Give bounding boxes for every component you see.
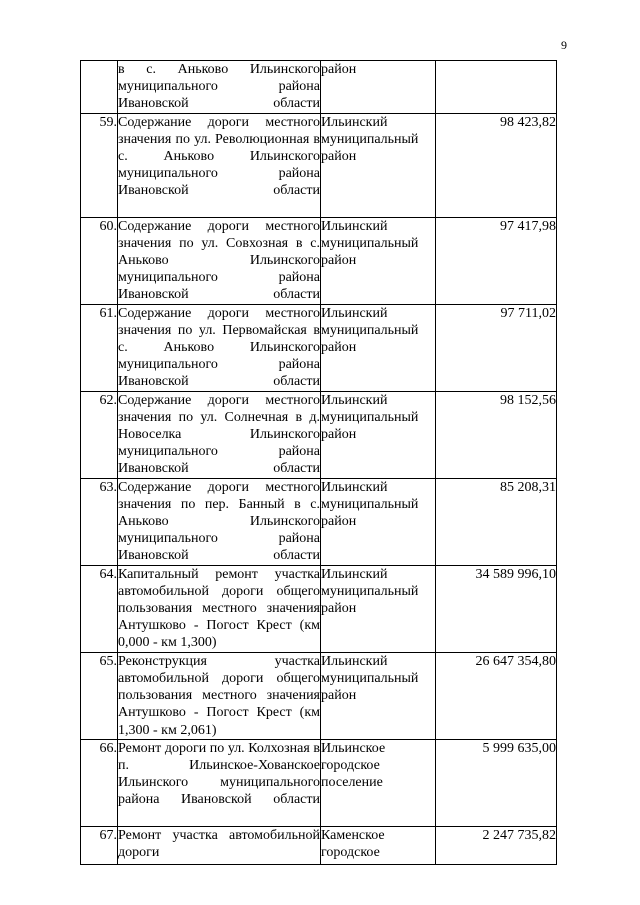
row-amount: 97 711,02 [436,304,557,391]
row-number: 60. [81,217,118,304]
row-description: Содержание дороги местного значения по пер. Банный в с. Аньково Ильинского муниципального района Ивановской области [118,479,320,564]
row-amount: 5 999 635,00 [436,739,557,826]
row-number: 63. [81,478,118,565]
table-row [81,652,557,739]
row-district: район [321,61,436,114]
row-amount: 98 423,82 [436,113,557,217]
row-description: в с. Аньково Ильинского муниципального района Ивановской области [118,62,320,112]
row-district: Ильинский муниципальный район [321,652,436,739]
row-amount: 98 152,56 [436,391,557,478]
row-district: Ильинский муниципальный район [321,565,436,652]
row-number: 65. [81,652,118,739]
row-district: Ильинский муниципальный район [321,304,436,391]
row-district: Ильинский муниципальный район [321,217,436,304]
table-row [81,565,557,652]
row-number [81,61,118,114]
table-row [81,113,557,217]
row-description: Содержание дороги местного значения по ул. Первомайская в с. Аньково Ильинского муниципального района Ивановской области [118,305,320,390]
row-number: 62. [81,391,118,478]
row-description: Содержание дороги местного значения по ул. Совхозная в с. Аньково Ильинского муниципального района Ивановской области [118,218,320,303]
row-description: Ремонт участка автомобильной дороги [118,826,321,864]
row-description: Содержание дороги местного значения по ул. Солнечная в д. Новоселка Ильинского муниципального района Ивановской области [118,392,320,477]
row-description: Содержание дороги местного значения по ул. Революционная в с. Аньково Ильинского муниципального района Ивановской области [118,113,321,217]
row-district: Ильинский муниципальный район [321,391,436,478]
row-description: Ремонт дороги по ул. Колхозная в п. Ильинское-Хованское Ильинского муниципального района Ивановской области [118,739,321,826]
table-row [81,826,557,864]
row-district: Каменское городское [321,826,436,864]
row-amount: 97 417,98 [436,217,557,304]
row-description: Реконструкция участка автомобильной дороги общего пользования местного значения Антушково - Погост Крест (км 1,300 - км 2,061) [118,653,320,738]
row-number: 59. [81,113,118,217]
page-number: 9 [561,38,567,52]
table-row [81,739,557,826]
table-row [81,478,557,565]
row-number: 61. [81,304,118,391]
row-amount [436,61,557,114]
financing-table [80,60,557,865]
row-number: 67. [81,826,118,864]
row-amount: 2 247 735,82 [436,826,557,864]
row-amount: 85 208,31 [436,478,557,565]
row-number: 64. [81,565,118,652]
table-row [81,61,557,114]
row-number: 66. [81,739,118,826]
row-amount: 34 589 996,10 [436,565,557,652]
table-row [81,391,557,478]
table-row [81,304,557,391]
row-district: Ильинский муниципальный район [321,478,436,565]
row-description: Капитальный ремонт участка автомобильной дороги общего пользования местного значения Антушково - Погост Крест (км 0,000 - км 1,300) [118,566,320,651]
row-district: Ильинский муниципальный район [321,113,436,217]
row-amount: 26 647 354,80 [436,652,557,739]
table-row [81,217,557,304]
row-district: Ильинское городское поселение [321,739,436,826]
